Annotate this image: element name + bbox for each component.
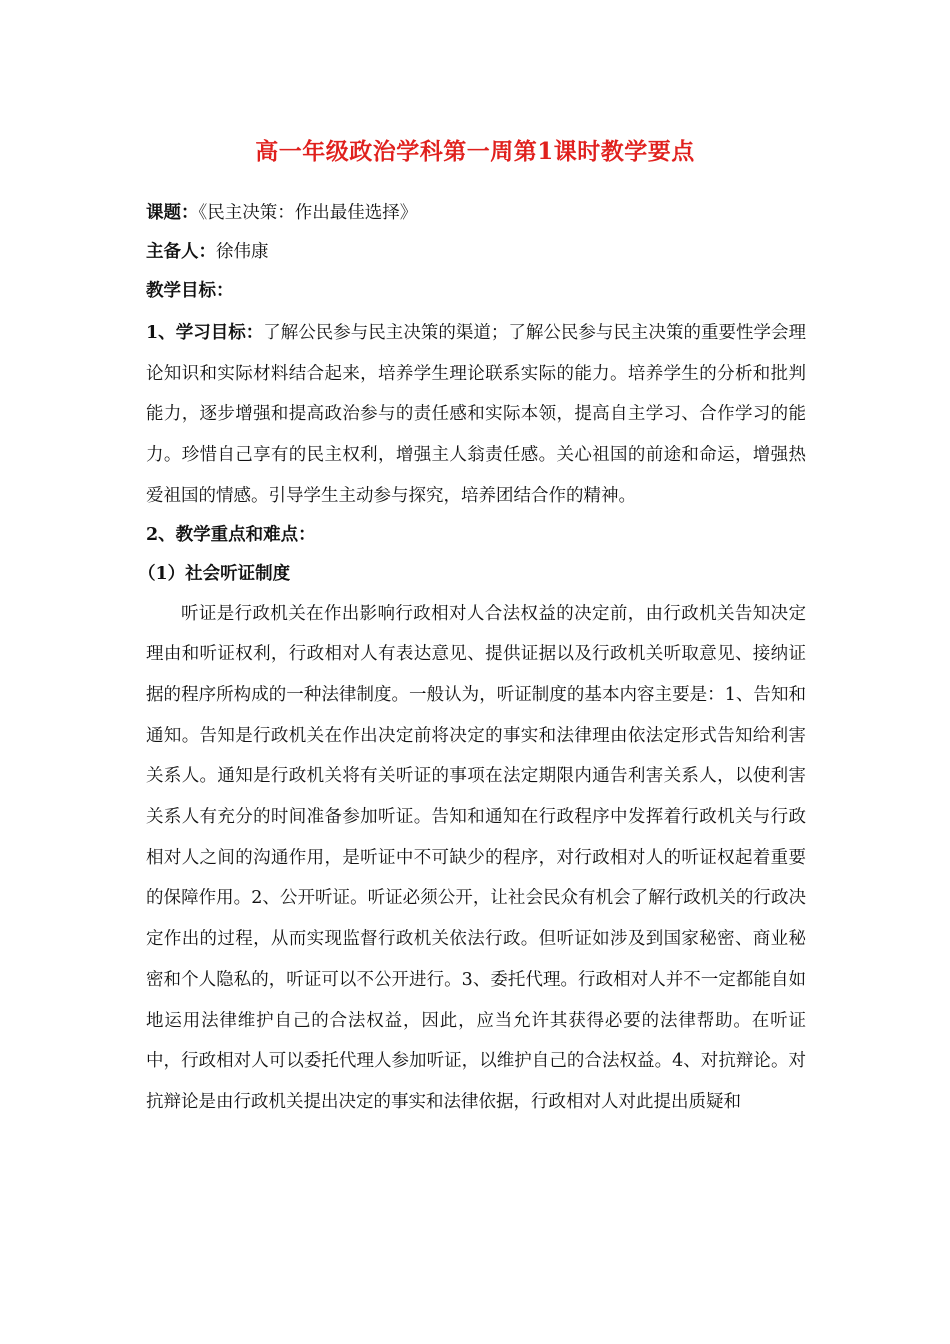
goals-heading: 教学目标： <box>146 281 234 301</box>
document-body <box>138 196 807 1123</box>
hearing-system-paragraph: 听证是行政机关在作出影响行政相对人合法权益的决定前，由行政机关告知决定理由和听证权利，行政相对人有表达意见、提供证据以及行政机关听取意见、接纳证据的程序所构成的一种法律制度。一般认为，听证制度的基本内容主要是：1、告知和通知。告知是行政机关在作出决定前将决定的事实和法律理由依法定形式告知给利害关系人。通知是行政机关将有关听证的事项在法定期限内通告利害关系人，以使利害关系人有充分的时间准备参加听证。告知和通知在行政程序中发挥着行政机关与行政相对人之间的沟通作用，是听证中不可缺少的程序，对行政相对人的听证权起着重要的保障作用。2、公开听证。听证必须公开，让社会民众有机会了解行政机关的行政决定作出的过程，从而实现监督行政机关依法行政。但听证如涉及到国家秘密、商业秘密和个人隐私的，听证可以不公开进行。3、委托代理。行政相对人并不一定都能自如地运用法律维护自己的合法权益，因此，应当允许其获得必要的法律帮助。在听证中，行政相对人可以委托代理人参加听证，以维护自己的合法权益。4、对抗辩论。对抗辩论是由行政机关提出决定的事实和法律依据，行政相对人对此提出质疑和 <box>146 603 806 1112</box>
key-points-heading: 2、教学重点和难点： <box>146 524 316 545</box>
topic-line <box>146 196 806 231</box>
preparer-line <box>146 235 806 270</box>
topic-label: 课题： <box>146 203 199 223</box>
preparer-value: 徐伟康 <box>216 242 269 262</box>
hearing-system-heading: （1）社会听证制度 <box>138 563 291 584</box>
learning-goals-paragraph <box>146 313 806 517</box>
topic-value: 《民主决策：作出最佳选择》 <box>198 203 418 223</box>
document-title: 高一年级政治学科第一周第1课时教学要点 <box>255 138 695 165</box>
learning-goals-label: 1、学习目标： <box>146 323 264 343</box>
learning-goals-text: 了解公民参与民主决策的渠道；了解公民参与民主决策的重要性学会理论知识和实际材料结合起来，培养学生理论联系实际的能力。培养学生的分析和批判能力，逐步增强和提高政治参与的责任感和实际本领，提高自主学习、合作学习的能力。珍惜自己享有的民主权利，增强主人翁责任感。关心祖国的前途和命运，增强热爱祖国的情感。引导学生主动参与探究，培养团结合作的精神。 <box>146 323 807 506</box>
preparer-label: 主备人： <box>146 242 216 262</box>
